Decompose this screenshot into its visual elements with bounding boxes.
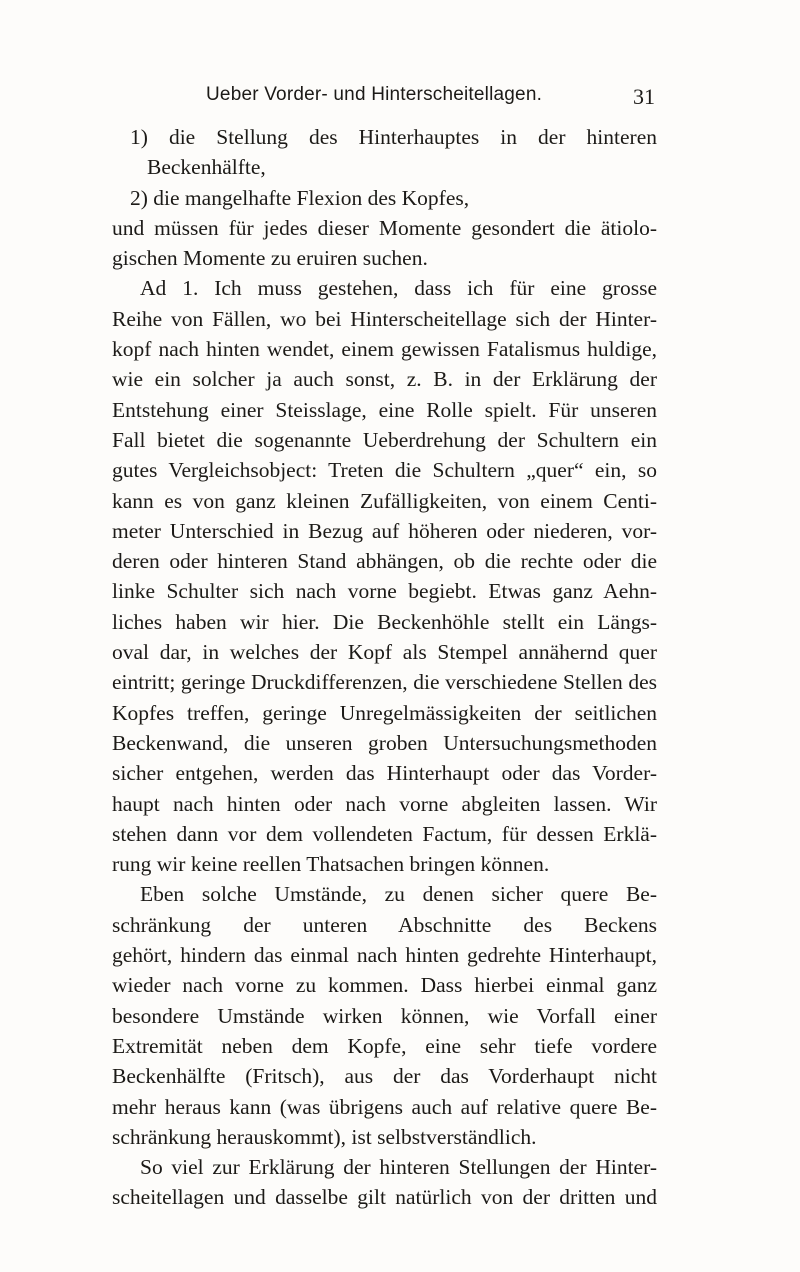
text-line: gischen Momente zu eruiren suchen. (112, 246, 428, 271)
text-line: gehört, hindern das einmal nach hinten gedrehte Hinterhaupt, (112, 943, 657, 968)
text-line: stehen dann vor dem vollendeten Factum, für dessen Erklä- (112, 821, 657, 846)
text-line: wieder nach vorne zu kommen. Dass hierbei einmal ganz (112, 973, 657, 998)
text-line: Beckenwand, die unseren groben Untersuchungsmethoden (112, 730, 657, 755)
body-text (112, 122, 657, 1213)
text-line: Kopfes treffen, geringe Unregelmässigkeiten der seitlichen (112, 700, 657, 725)
text-line: rung wir keine reellen Thatsachen bringen können. (112, 852, 550, 877)
text-line: Ad 1. Ich muss gestehen, dass ich für eine grosse (140, 276, 657, 301)
running-title: Ueber Vorder- und Hinterscheitellagen. (206, 84, 543, 105)
text-line: wie ein solcher ja auch sonst, z. B. in der Erklärung der (112, 367, 657, 392)
text-line: besondere Umstände wirken können, wie Vorfall einer (112, 1003, 657, 1028)
page-header (112, 84, 657, 114)
text-line: liches haben wir hier. Die Beckenhöhle stellt ein Längs- (112, 609, 657, 634)
text-line: Reihe von Fällen, wo bei Hinterscheitellage sich der Hinter- (112, 306, 657, 331)
text-line: meter Unterschied in Bezug auf höheren oder niederen, vor- (112, 518, 657, 543)
text-line: linke Schulter sich nach vorne begiebt. Etwas ganz Aehn- (112, 579, 657, 604)
text-line: mehr heraus kann (was übrigens auch auf relative quere Be- (112, 1094, 657, 1119)
text-line: Eben solche Umstände, zu denen sicher quere Be- (140, 882, 657, 907)
text-line: deren oder hinteren Stand abhängen, ob die rechte oder die (112, 549, 657, 574)
text-line: Extremität neben dem Kopfe, eine sehr tiefe vordere (112, 1033, 657, 1058)
text-line: 1) die Stellung des Hinterhauptes in der hinteren (130, 125, 657, 149)
text-line: So viel zur Erklärung der hinteren Stellungen der Hinter- (140, 1155, 657, 1180)
text-line: schränkung der unteren Abschnitte des Beckens (112, 912, 657, 937)
page-number: 31 (633, 84, 655, 109)
text-line: haupt nach hinten oder nach vorne abgleiten lassen. Wir (112, 791, 657, 816)
text-line: sicher entgehen, werden das Hinterhaupt oder das Vorder- (112, 761, 657, 786)
text-line: kann es von ganz kleinen Zufälligkeiten, von einem Centi- (112, 488, 657, 513)
text-line: Fall bietet die sogenannte Ueberdrehung der Schultern ein (112, 427, 657, 452)
text-line: und müssen für jedes dieser Momente gesondert die ätiolo- (112, 215, 657, 240)
text-line: eintritt; geringe Druckdifferenzen, die verschiedene Stellen des (112, 670, 657, 695)
text-line: Beckenhälfte (Fritsch), aus der das Vorderhaupt nicht (112, 1064, 657, 1089)
text-line: schränkung herauskommt), ist selbstverständlich. (112, 1124, 537, 1149)
text-line: gutes Vergleichsobject: Treten die Schultern „quer“ ein, so (112, 458, 657, 483)
text-line: Beckenhälfte, (147, 155, 266, 180)
text-line: oval dar, in welches der Kopf als Stempel annähernd quer (112, 640, 657, 665)
text-line: Entstehung einer Steisslage, eine Rolle spielt. Für unseren (112, 397, 657, 422)
text-line: 2) die mangelhafte Flexion des Kopfes, (130, 185, 470, 210)
text-line: kopf nach hinten wendet, einem gewissen Fatalismus huldige, (112, 337, 657, 362)
text-line: scheitellagen und dasselbe gilt natürlich von der dritten und (112, 1185, 657, 1210)
